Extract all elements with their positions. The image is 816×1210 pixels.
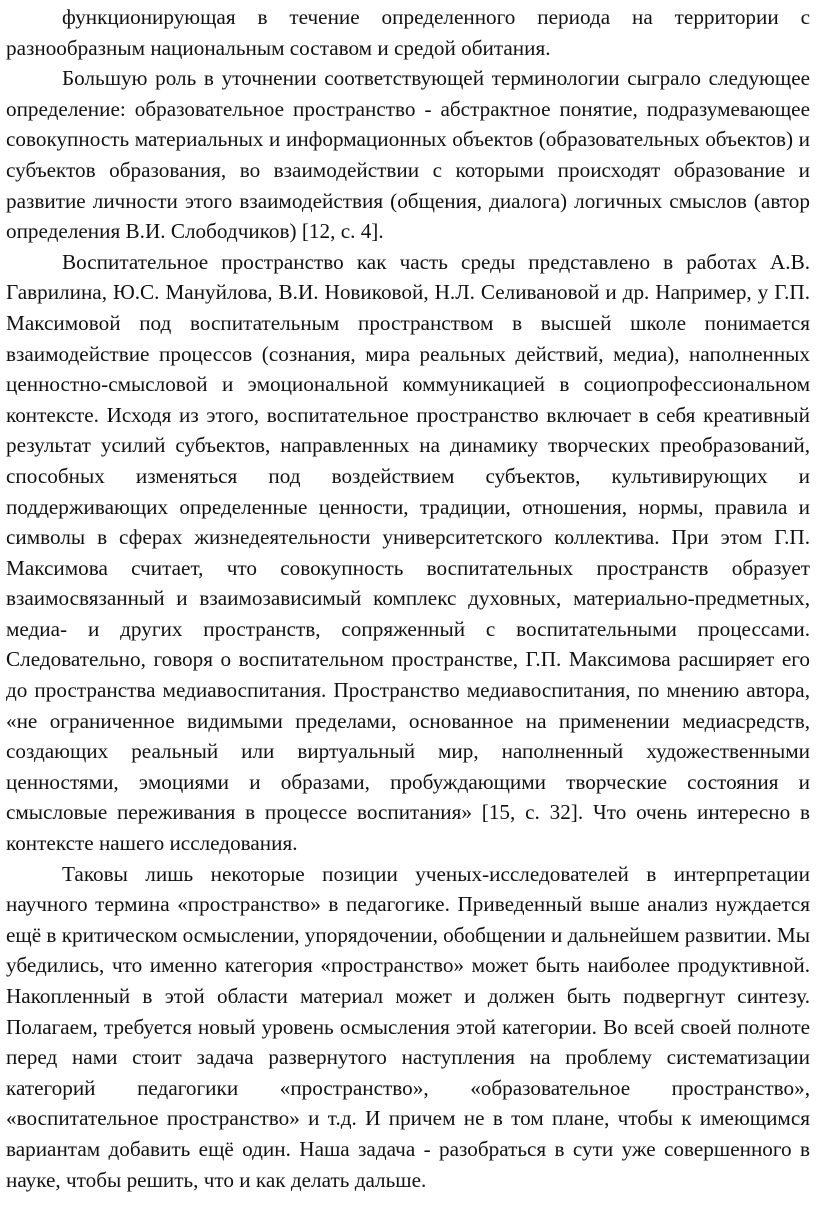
paragraph-conclusion: Таковы лишь некоторые позиции ученых-исследователей в интерпретации научного термина «пространство» в педагогике. Приведенный выше анализ нуждается ещё в критическом осмыслении, упорядочении, обобщении и дальнейшем развитии. Мы убедились, что именно категория «пространство» может быть наиболее продуктивной. Накопленный в этой области материал может и должен быть подвергнут синтезу. Полагаем, требуется новый уровень осмысления этой категории. Во всей своей полноте перед нами стоит задача развернутого наступления на проблему систематизации категорий педагогики «пространство», «образовательное пространство», «воспитательное пространство» и т.д. И причем не в том плане, чтобы к имеющимся вариантам добавить ещё один. Наша задача - разобраться в сути уже совершенного в науке, чтобы решить, что и как делать дальше.	[6, 861, 811, 1192]
paragraph-definition: Большую роль в уточнении соответствующей терминологии сыграло следующее определение: образовательное пространство - абстрактное понятие, подразумевающее совокупность материальных и информационных объектов (образовательных объектов) и субъектов образования, во взаимодействии с которыми происходят образование и развитие личности этого взаимодействия (общения, диалога) логичных смыслов (автор определения В.И. Слободчиков) [12, с. 4].	[6, 66, 810, 244]
paragraph-upbringing-space: Воспитательное пространство как часть среды представлено в работах А.В. Гаврилина, Ю.С. Мануйлова, В.И. Новиковой, Н.Л. Селивановой и др. Например, у Г.П. Максимовой под воспитательным пространством в высшей школе понимается взаимодействие процессов (сознания, мира реальных действий, медиа), наполненных ценностно-смысловой и эмоциональной коммуникацией в социопрофессиональном контексте. Исходя из этого, воспитательное пространство включает в себя креативный результат усилий субъектов, направленных на динамику творческих преобразований, способных изменяться под воздействием субъектов, культивирующих и поддерживающих определенные ценности, традиции, отношения, нормы, правила и символы в сферах жизнедеятельности университетского коллектива. При этом Г.П. Максимова считает, что совокупность воспитательных пространств образует взаимосвязанный и взаимозависимый комплекс духовных, материально-предметных, медиа- и других пространств, сопряженный с воспитательными процессами. Следовательно, говоря о воспитательном пространстве, Г.П. Максимова расширяет его до пространства медиавоспитания. Пространство медиавоспитания, по мнению автора, «не ограниченное видимыми пределами, основанное на применении медиасредств, создающих реальный или виртуальный мир, наполненный художественными ценностями, эмоциями и образами, пробуждающими творческие состояния и смысловые переживания в процессе воспитания» [15, с. 32]. Что очень интересно в контексте нашего исследования.	[6, 249, 810, 856]
paragraph-continued: функционирующая в течение определенного периода на территории с разнообразным национальным составом и средой обитания.	[6, 5, 810, 60]
